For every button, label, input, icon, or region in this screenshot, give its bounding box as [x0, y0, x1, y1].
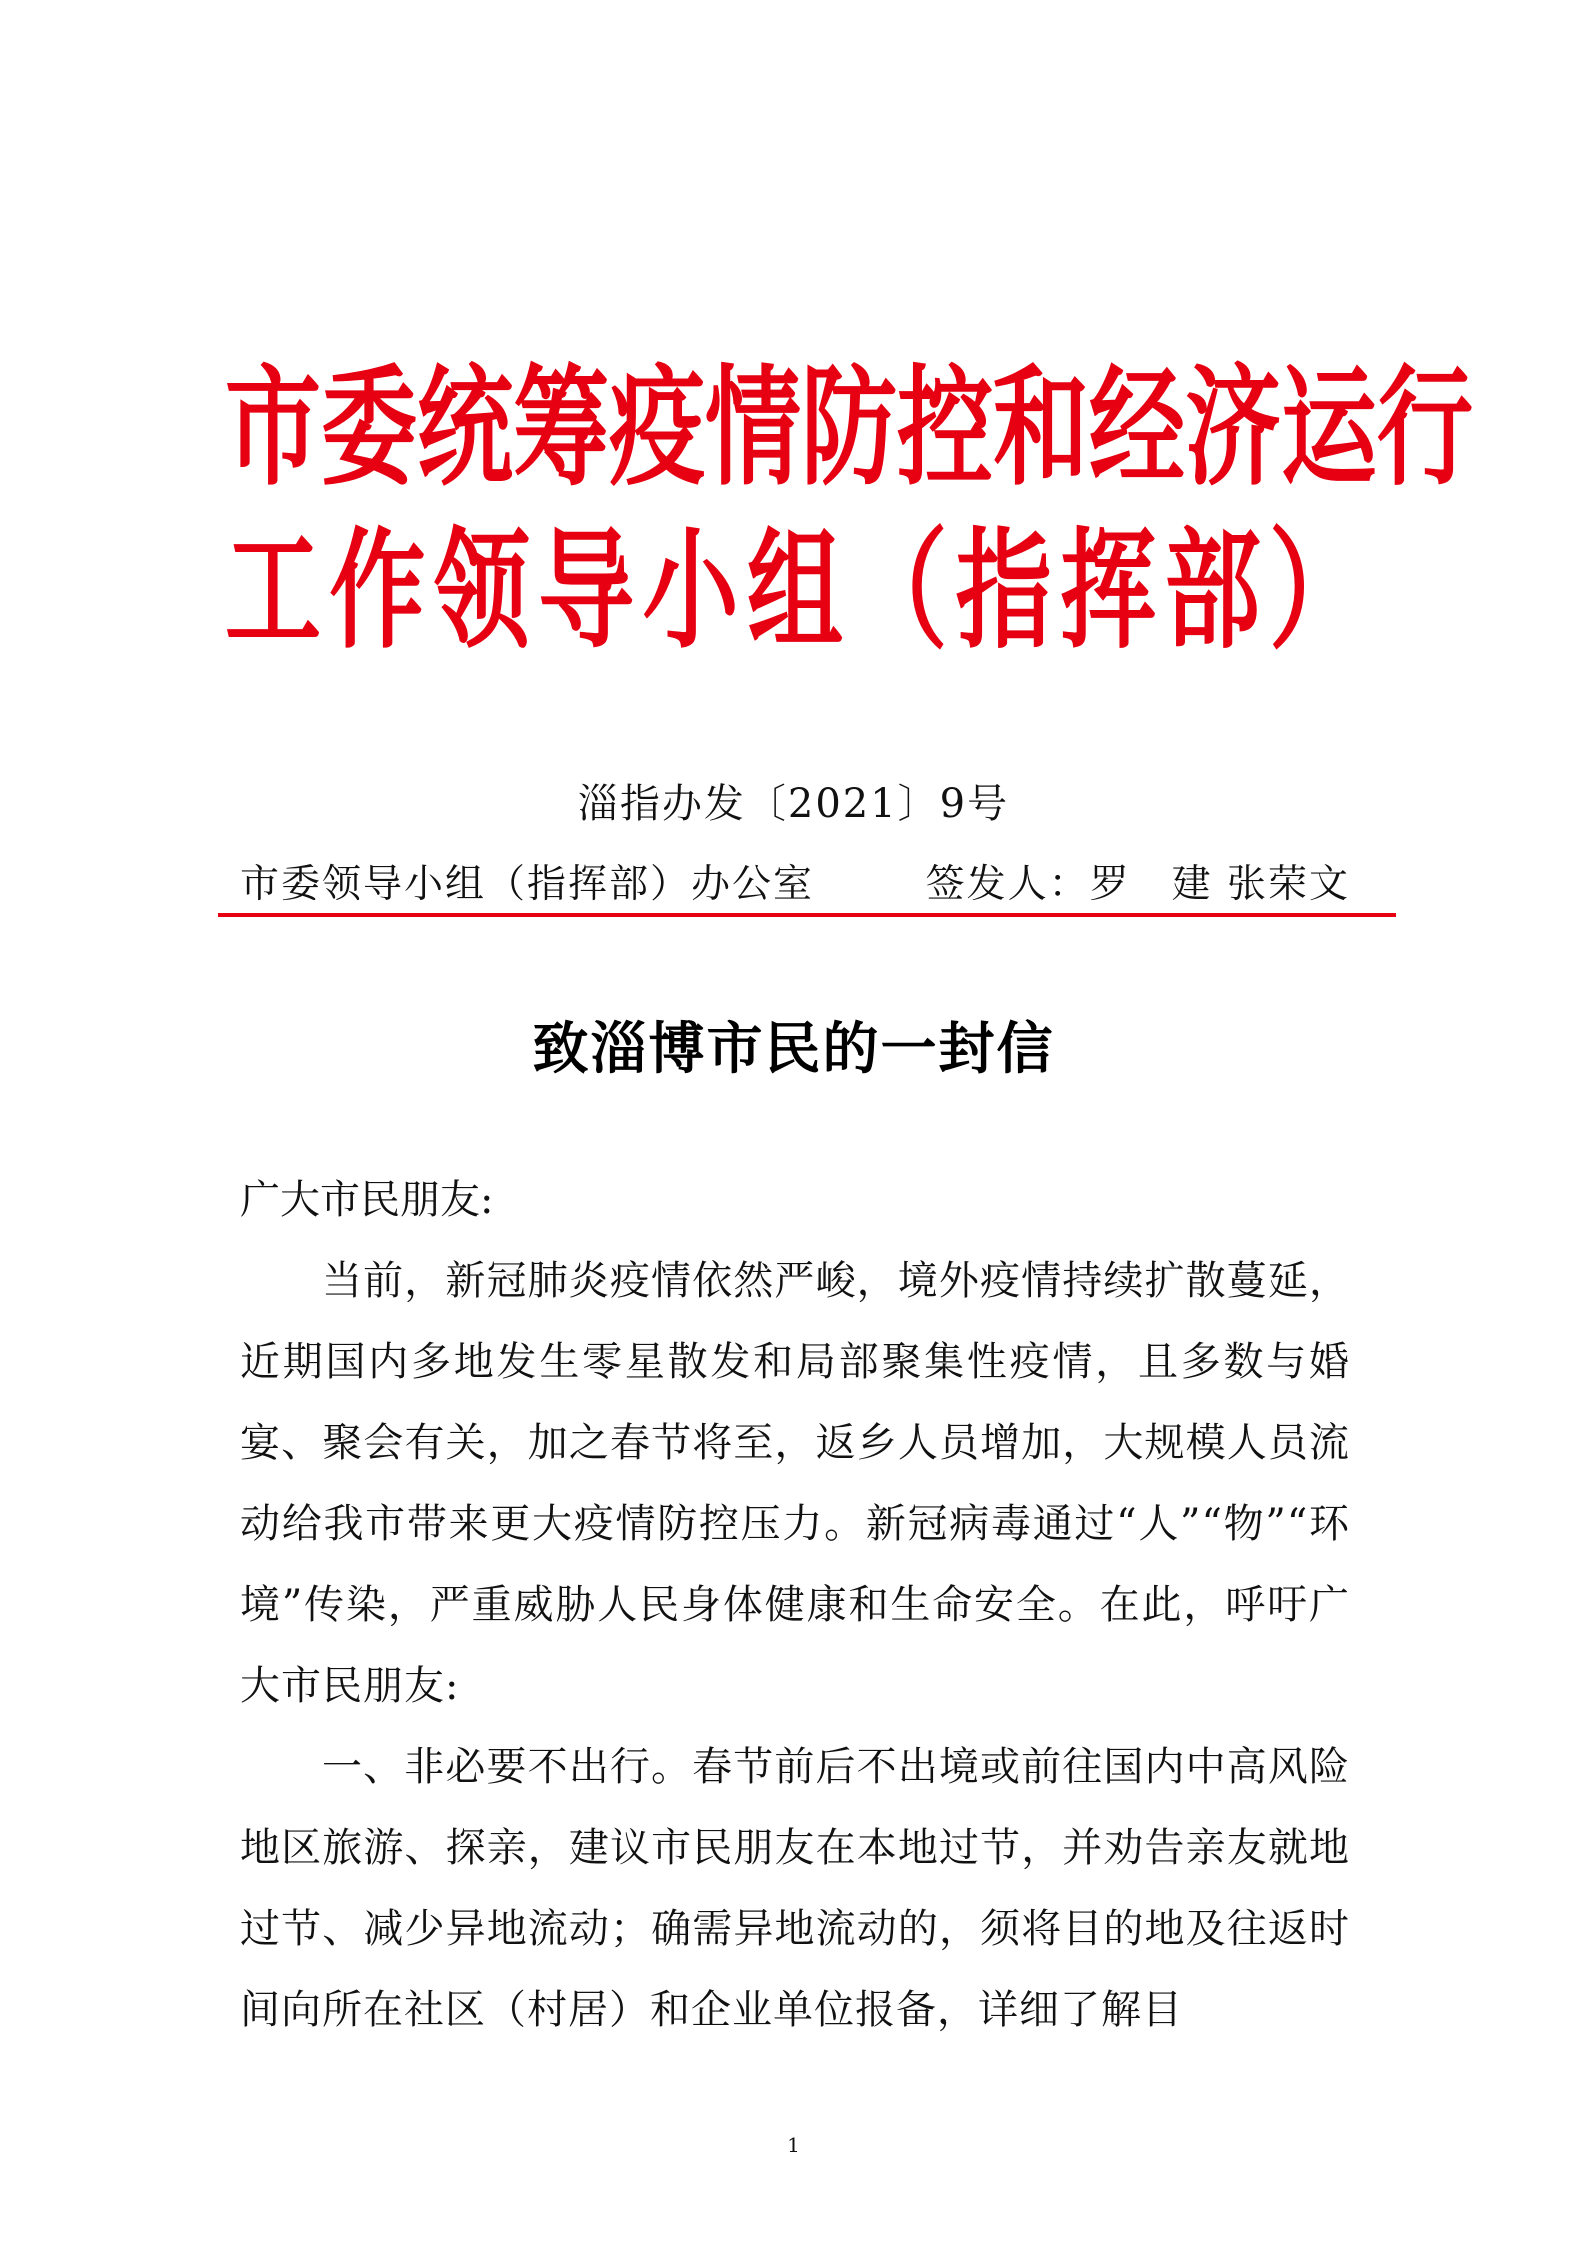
- signer: 签发人：罗 建 张荣文: [925, 862, 1350, 907]
- red-divider-line: [218, 913, 1396, 917]
- letterhead-title-line-1: 市委统筹疫情防控和经济运行: [225, 351, 1473, 504]
- letter-title: 致淄博市民的一封信: [532, 1016, 1055, 1082]
- salutation: 广大市民朋友:: [240, 1177, 494, 1223]
- page-number: 1: [787, 2133, 800, 2157]
- issuing-office: 市委领导小组（指挥部）办公室: [240, 862, 815, 907]
- document-number: 淄指办发〔2021〕9号: [577, 781, 1010, 827]
- letterhead-title-line-2: 工作领导小组（指挥部）: [225, 514, 1365, 667]
- issuer-row: [240, 853, 1350, 909]
- paragraph-item-1: 一、非必要不出行。春节前后不出境或前往国内中高风险地区旅游、探亲，建议市民朋友在本地过节，并劝告亲友就地过节、减少异地流动；确需异地流动的，须将目的地及往返时间向所在社区（村居）和企业单位报备，详细了解目: [240, 1744, 1350, 2033]
- paragraph-intro: 当前，新冠肺炎疫情依然严峻，境外疫情持续扩散蔓延，近期国内多地发生零星散发和局部聚集性疫情，且多数与婚宴、聚会有关，加之春节将至，返乡人员增加，大规模人员流动给我市带来更大疫情防控压力。新冠病毒通过“人”“物”“环境”传染，严重威胁人民身体健康和生命安全。在此，呼吁广大市民朋友:: [240, 1258, 1350, 1709]
